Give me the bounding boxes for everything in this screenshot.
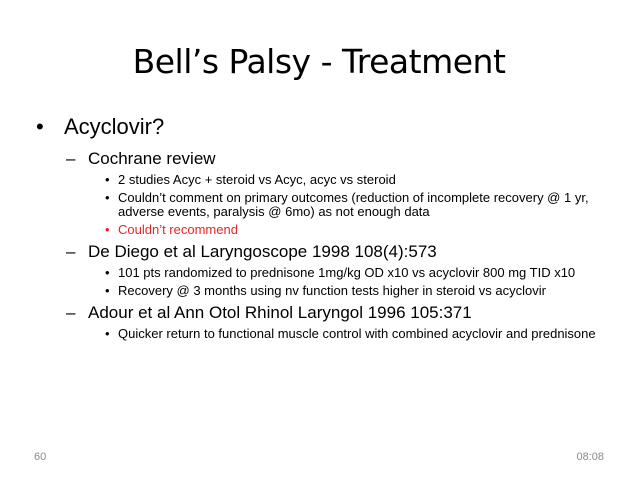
page-number: 60	[34, 451, 47, 463]
subbullet-text: Adour et al Ann Otol Rhinol Laryngol 1996 105:371	[88, 303, 472, 322]
bullet-dot: •	[105, 283, 110, 298]
detail-item-highlight	[34, 223, 608, 237]
detail-item	[34, 173, 608, 187]
subbullet-de-diego	[34, 241, 624, 263]
footer-time: 08:08	[576, 451, 604, 463]
detail-item	[34, 284, 608, 298]
slide-title: Bell’s Palsy - Treatment	[132, 42, 506, 81]
detail-item	[34, 191, 608, 219]
subbullet-cochrane	[34, 148, 624, 170]
bullet-dot: •	[105, 222, 110, 237]
detail-text: 2 studies Acyc + steroid vs Acyc, acyc vs steroid	[118, 172, 396, 187]
bullet-dot: •	[36, 114, 44, 139]
bullet-dot: •	[105, 190, 110, 205]
bullet-text: Acyclovir?	[64, 114, 165, 139]
detail-item	[34, 266, 608, 280]
dash-marker: –	[66, 242, 76, 261]
subbullet-text: De Diego et al Laryngoscope 1998 108(4):573	[88, 242, 437, 261]
bullet-acyclovir	[34, 112, 624, 142]
detail-text: Couldn’t comment on primary outcomes (reduction of incomplete recovery @ 1 yr, adverse events, paralysis @ 6mo) as not enough data	[118, 190, 589, 219]
detail-text: 101 pts randomized to prednisone 1mg/kg OD x10 vs acyclovir 800 mg TID x10	[118, 265, 576, 280]
subbullet-text: Cochrane review	[88, 149, 216, 168]
detail-item	[34, 327, 608, 341]
detail-text: Recovery @ 3 months using nv function tests higher in steroid vs acyclovir	[118, 283, 546, 298]
detail-text: Couldn’t recommend	[118, 222, 238, 237]
detail-text: Quicker return to functional muscle control with combined acyclovir and prednisone	[118, 326, 596, 341]
slide-content	[34, 112, 624, 345]
subbullet-adour	[34, 302, 624, 324]
dash-marker: –	[66, 303, 76, 322]
dash-marker: –	[66, 149, 76, 168]
bullet-dot: •	[105, 172, 110, 187]
bullet-dot: •	[105, 265, 110, 280]
bullet-dot: •	[105, 326, 110, 341]
